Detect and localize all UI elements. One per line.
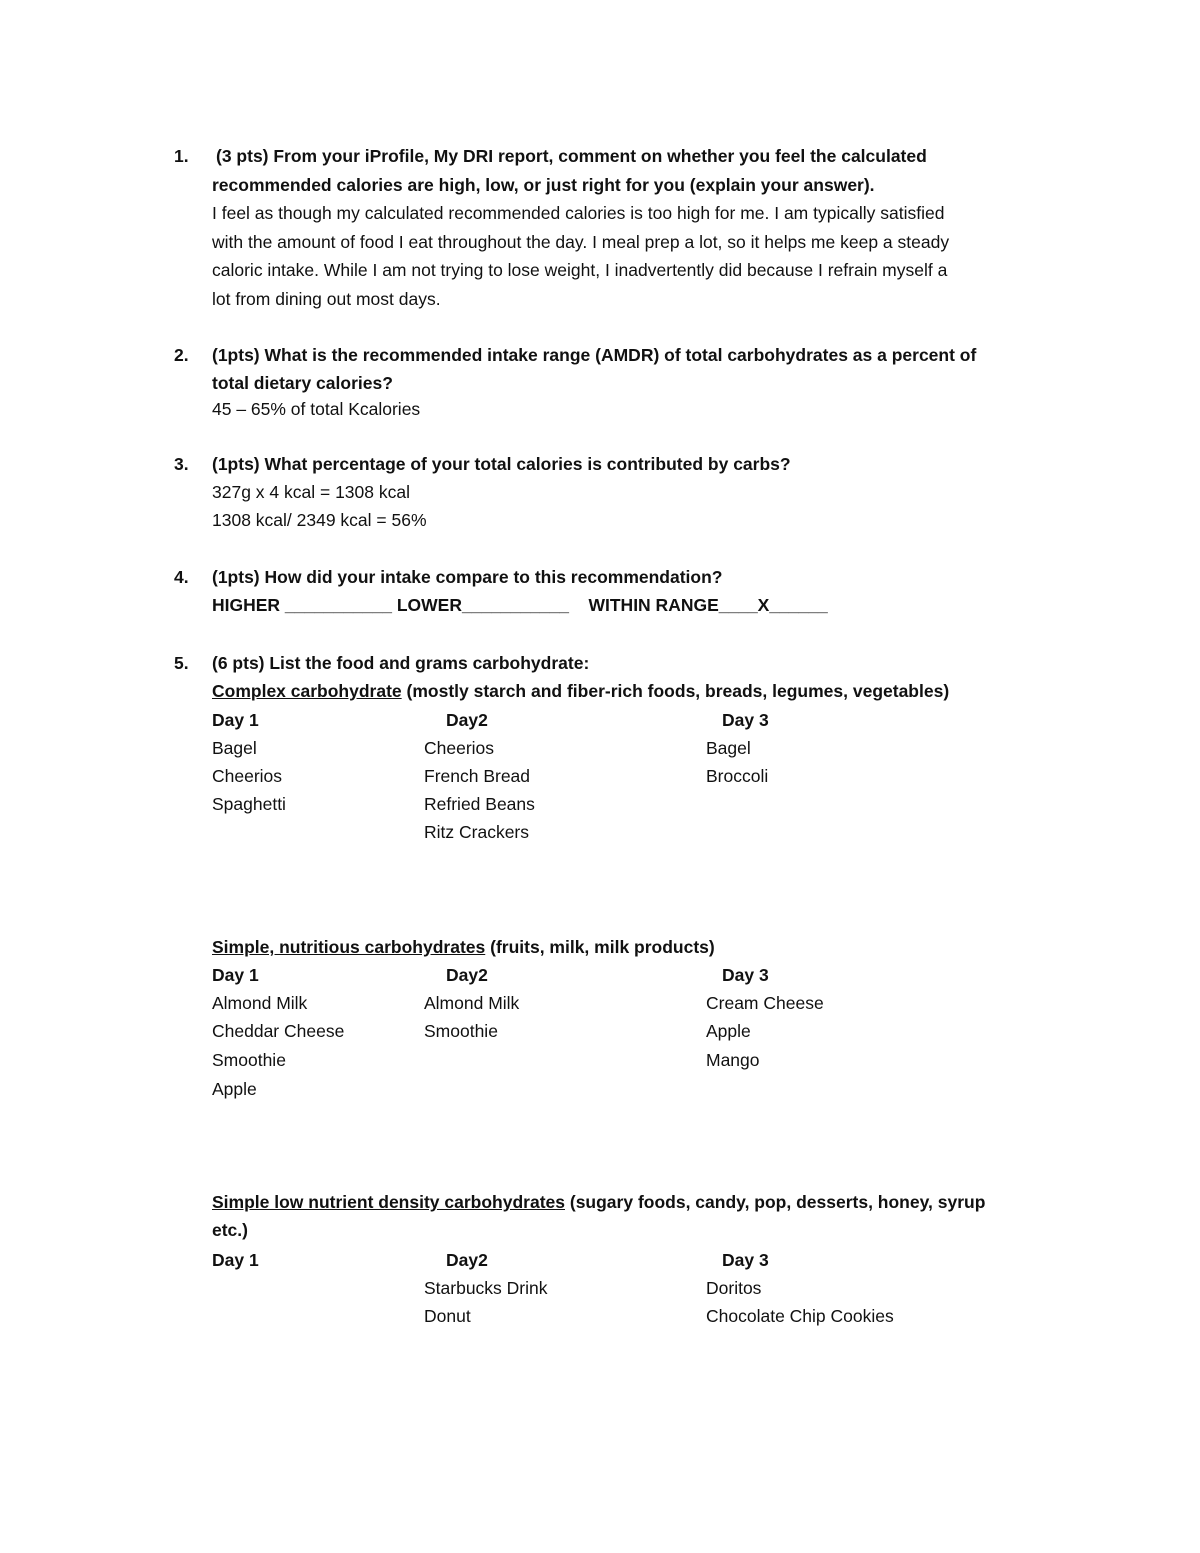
complex-day1-header: Day 1 xyxy=(212,710,259,730)
question-3-number: 3. xyxy=(174,454,189,474)
list-item: Starbucks Drink xyxy=(424,1278,548,1298)
complex-title: Complex carbohydrate xyxy=(212,681,402,701)
simple-low-heading xyxy=(212,1192,985,1212)
list-item: Cream Cheese xyxy=(706,993,824,1013)
list-item: Bagel xyxy=(706,738,751,758)
simple-low-day2-header: Day2 xyxy=(446,1250,488,1270)
question-1-prompt: (3 pts) From your iProfile, My DRI report, comment on whether you feel the calculated xyxy=(216,146,927,166)
question-5-prompt: (6 pts) List the food and grams carbohydrate: xyxy=(212,653,590,673)
list-item: Bagel xyxy=(212,738,257,758)
simple-nutritious-day3-header: Day 3 xyxy=(722,965,769,985)
question-2-prompt: total dietary calories? xyxy=(212,373,393,393)
list-item: Cheddar Cheese xyxy=(212,1021,345,1041)
simple-nutritious-day2-header: Day2 xyxy=(446,965,488,985)
simple-low-day3-header: Day 3 xyxy=(722,1250,769,1270)
list-item: Broccoli xyxy=(706,766,769,786)
question-4-number: 4. xyxy=(174,567,189,587)
simple-low-title: Simple low nutrient density carbohydrates xyxy=(212,1192,565,1212)
complex-day2-header: Day2 xyxy=(446,710,488,730)
question-2-number: 2. xyxy=(174,345,189,365)
question-4-prompt: (1pts) How did your intake compare to this recommendation? xyxy=(212,567,723,587)
question-1-answer: with the amount of food I eat throughout the day. I meal prep a lot, so it helps me keep a steady xyxy=(212,232,950,252)
list-item: Cheerios xyxy=(424,738,495,758)
complex-desc: (mostly starch and fiber-rich foods, breads, legumes, vegetables) xyxy=(401,681,950,701)
question-2-prompt: (1pts) What is the recommended intake range (AMDR) of total carbohydrates as a percent of xyxy=(212,345,977,365)
question-1-answer: lot from dining out most days. xyxy=(212,289,441,309)
list-item: Apple xyxy=(706,1021,751,1041)
question-4-answer: HIGHER ___________ LOWER___________ WITHIN RANGE____X______ xyxy=(212,595,828,615)
question-1-number: 1. xyxy=(174,146,189,166)
complex-day3-header: Day 3 xyxy=(722,710,769,730)
question-3-answer: 327g x 4 kcal = 1308 kcal xyxy=(212,482,410,502)
list-item: Apple xyxy=(212,1079,257,1099)
question-3-prompt: (1pts) What percentage of your total calories is contributed by carbs? xyxy=(212,454,791,474)
list-item: Cheerios xyxy=(212,766,283,786)
simple-low-desc-cont: etc.) xyxy=(212,1220,248,1240)
complex-heading xyxy=(212,681,949,701)
list-item: Ritz Crackers xyxy=(424,822,530,842)
list-item: Chocolate Chip Cookies xyxy=(706,1306,894,1326)
simple-low-day1-header: Day 1 xyxy=(212,1250,259,1270)
question-2-answer: 45 – 65% of total Kcalories xyxy=(212,399,421,419)
simple-low-desc: (sugary foods, candy, pop, desserts, honey, syrup xyxy=(565,1192,986,1212)
list-item: Donut xyxy=(424,1306,471,1326)
list-item: Smoothie xyxy=(212,1050,286,1070)
simple-nutritious-desc: (fruits, milk, milk products) xyxy=(485,937,715,957)
simple-nutritious-heading xyxy=(212,937,715,957)
question-1-answer: caloric intake. While I am not trying to lose weight, I inadvertently did because I refrain myself a xyxy=(212,260,948,280)
list-item: Almond Milk xyxy=(212,993,308,1013)
list-item: French Bread xyxy=(424,766,531,786)
simple-nutritious-title: Simple, nutritious carbohydrates xyxy=(212,937,486,957)
list-item: Smoothie xyxy=(424,1021,498,1041)
question-5-number: 5. xyxy=(174,653,189,673)
list-item: Mango xyxy=(706,1050,760,1070)
question-3-answer: 1308 kcal/ 2349 kcal = 56% xyxy=(212,510,427,530)
simple-nutritious-day1-header: Day 1 xyxy=(212,965,259,985)
list-item: Spaghetti xyxy=(212,794,286,814)
list-item: Refried Beans xyxy=(424,794,535,814)
question-1-prompt: recommended calories are high, low, or just right for you (explain your answer). xyxy=(212,175,875,195)
list-item: Almond Milk xyxy=(424,993,520,1013)
question-1-answer: I feel as though my calculated recommended calories is too high for me. I am typically satisfied xyxy=(212,203,945,223)
list-item: Doritos xyxy=(706,1278,762,1298)
